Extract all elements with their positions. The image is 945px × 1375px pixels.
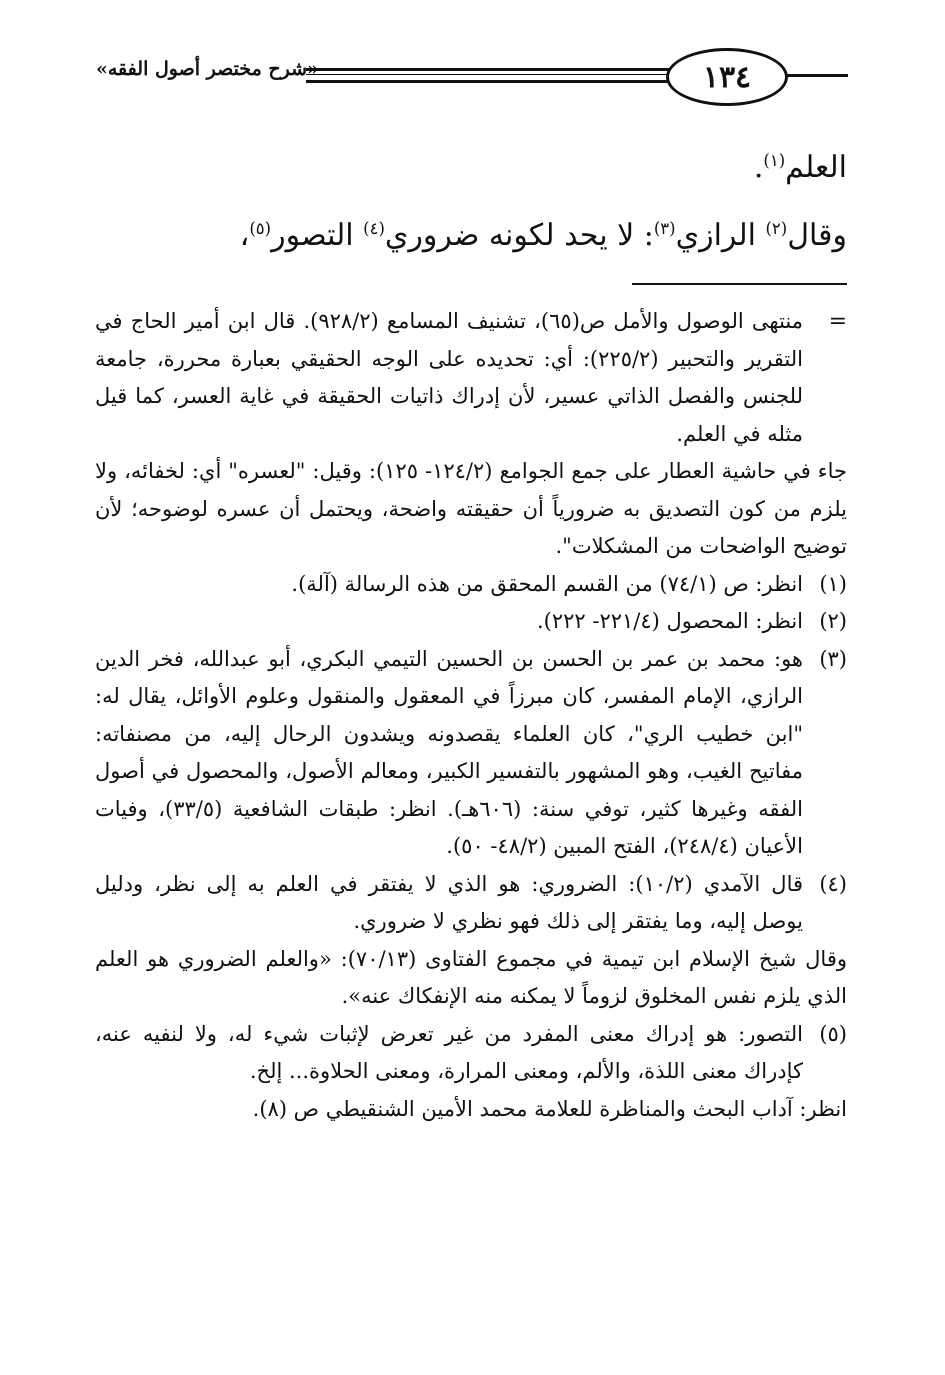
main-word: وقال	[787, 218, 847, 253]
footnote-paragraph: وقال شيخ الإسلام ابن تيمية في مجموع الفتاوى (٧٠/١٣): «والعلم الضروري هو العلم الذي يلزم نفس المخلوق لزوماً لا يمكنه منه الإنفكاك عنه».	[95, 946, 847, 1008]
footnote-content	[95, 641, 803, 866]
footnote-paragraph: جاء في حاشية العطار على جمع الجوامع (١٢٤/٢- ١٢٥): وقيل: "لعسره" أي: لخفائه، ولا يلزم من كون التصديق به ضرورياً أن حقيقته واضحة، ويحتمل أن عسره لوضوحه؛ لأن توضيح الواضحات من المشكلات".	[95, 459, 847, 558]
header-rule-right	[786, 74, 848, 77]
footnote-4	[95, 866, 847, 1016]
main-text	[97, 140, 847, 196]
footnote-ref-4: (٤)	[363, 219, 385, 238]
main-line-2	[97, 208, 847, 264]
main-punct: .	[753, 150, 764, 185]
footnote-separator	[632, 283, 847, 285]
footnote-content	[95, 866, 803, 941]
main-punct: ،	[239, 218, 250, 253]
footnote-paragraph: انظر: المحصول (٢٢١/٤- ٢٢٢).	[536, 609, 803, 633]
main-word: الرازي	[675, 218, 766, 253]
footnote-ref-1: (١)	[763, 151, 786, 170]
footnote-ref-2: (٢)	[765, 219, 788, 238]
page-header	[96, 46, 848, 106]
footnote-content	[95, 1016, 803, 1091]
footnote-ref-3: (٣)	[653, 219, 676, 238]
footnote-content	[95, 303, 803, 453]
header-rule-bottom	[306, 80, 678, 83]
footnote-1	[95, 566, 847, 604]
main-word: التصور	[271, 218, 364, 253]
footnote-content	[95, 566, 803, 604]
footnote-continuation	[95, 303, 847, 566]
main-word: : لا يحد لكونه ضروري	[384, 218, 654, 253]
main-text-line-2	[97, 208, 847, 264]
footnote-paragraph: التصور: هو إدراك معنى المفرد من غير تعرض لإثبات شيء له، ولا لنفيه عنه، كإدراك معنى اللذة، والألم، ومعنى المرارة، ومعنى الحلاوة... إلخ.	[95, 1021, 803, 1083]
footnote-paragraph: هو: محمد بن عمر بن الحسن بن الحسين التيمي البكري، أبو عبدالله، فخر الدين الرازي، الإمام المفسر، كان مبرزاً في المعقول والمنقول وعلوم الأوائل، يقال له: "ابن خطيب الري"، كان العلماء يقصدونه ويشدون الرحال إليه، من مصنفاته: مفاتيح الغيب، وهو المشهور بالتفسير الكبير، ومعالم الأصول، والمحصول في أصول الفقه وغيرها كثير، توفي سنة: (٦٠٦هـ). انظر: طبقات الشافعية (٣٣/٥)، وفيات الأعيان (٢٤٨/٤)، الفتح المبين (٤٨/٢- ٥٠).	[95, 646, 803, 858]
footnotes	[95, 303, 847, 1128]
footnote-marker: (١)	[819, 571, 847, 596]
page-number: ١٣٤	[666, 48, 788, 106]
footnote-3	[95, 641, 847, 866]
continuation-marker: =	[828, 309, 847, 334]
main-word: العلم	[785, 150, 847, 185]
main-line-1	[97, 140, 847, 196]
footnote-paragraph: انظر: آداب البحث والمناظرة للعلامة محمد الأمين الشنقيطي ص (٨).	[252, 1096, 847, 1121]
header-rule-middle	[306, 74, 678, 75]
footnote-marker: (٣)	[819, 646, 847, 671]
footnote-2	[95, 603, 847, 641]
header-rule-top	[306, 68, 678, 71]
footnote-marker: (٤)	[819, 871, 847, 896]
footnote-marker: (٢)	[819, 609, 847, 633]
footnote-5	[95, 1016, 847, 1129]
footnote-paragraph: انظر: ص (٧٤/١) من القسم المحقق من هذه الرسالة (آلة).	[291, 571, 803, 596]
footnote-paragraph: قال الآمدي (١٠/٢): الضروري: هو الذي لا يفتقر في العلم به إلى نظر، ودليل يوصل إليه، وما يفتقر إلى ذلك فهو نظري لا ضروري.	[95, 871, 804, 933]
footnote-marker: (٥)	[819, 1021, 847, 1046]
running-title: «شرح مختصر أصول الفقه»	[96, 58, 319, 80]
footnote-content	[95, 603, 803, 641]
footnote-paragraph: منتهى الوصول والأمل ص(٦٥)، تشنيف المسامع (٩٢٨/٢). قال ابن أمير الحاج في التقرير والتحبير (٢٢٥/٢): أي: تحديده على الوجه الحقيقي بعبارة محررة، جامعة للجنس والفصل الذاتي عسير، لأن إدراك ذاتيات الحقيقة في غاية العسر، كما قيل مثله في العلم.	[95, 309, 803, 446]
footnote-ref-5: (٥)	[249, 219, 272, 238]
